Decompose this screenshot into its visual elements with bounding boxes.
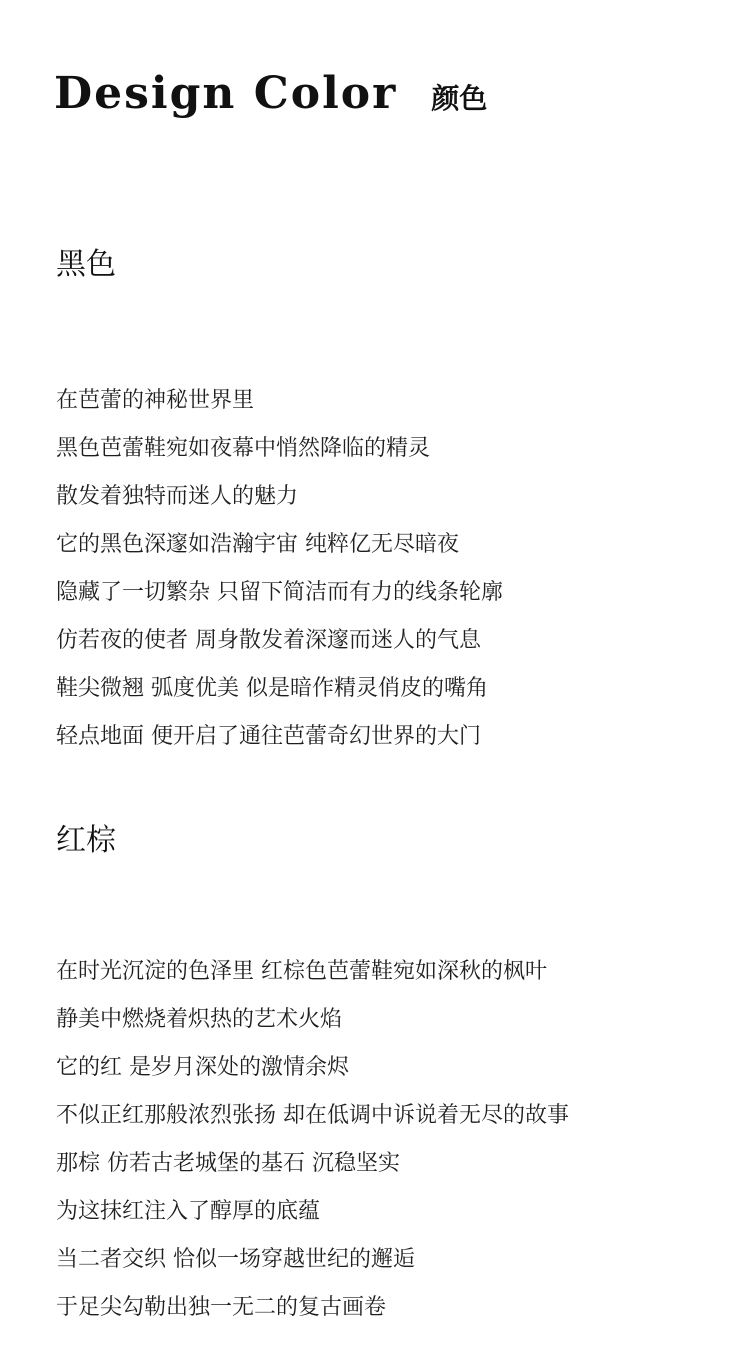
text-line: 轻点地面 便开启了通往芭蕾奇幻世界的大门 (56, 724, 481, 749)
text-line: 在时光沉淀的色泽里 红棕色芭蕾鞋宛如深秋的枫叶 (56, 959, 547, 984)
text-line: 它的黑色深邃如浩瀚宇宙 纯粹亿无尽暗夜 (56, 532, 459, 557)
section-black-text (56, 377, 716, 761)
text-line: 仿若夜的使者 周身散发着深邃而迷人的气息 (56, 628, 481, 653)
text-line: 鞋尖微翘 弧度优美 似是暗作精灵俏皮的嘴角 (56, 676, 488, 701)
section-heading-black: 黑色 (56, 247, 116, 282)
text-line: 静美中燃烧着炽热的艺术火焰 (56, 1007, 343, 1032)
page-title-english: Design Color (54, 68, 398, 119)
text-line: 为这抹红注入了醇厚的底蕴 (56, 1199, 321, 1224)
text-line: 在芭蕾的神秘世界里 (56, 388, 255, 413)
text-line: 于足尖勾勒出独一无二的复古画卷 (56, 1295, 387, 1320)
text-line: 散发着独特而迷人的魅力 (56, 484, 299, 509)
section-black (56, 245, 716, 761)
page-title-chinese: 颜色 (431, 82, 488, 115)
text-line: 不似正红那般浓烈张扬 却在低调中诉说着无尽的故事 (56, 1103, 569, 1128)
section-red-brown (56, 821, 716, 1332)
text-line: 当二者交织 恰似一场穿越世纪的邂逅 (56, 1247, 415, 1272)
page-header (54, 66, 487, 122)
text-line: 那棕 仿若古老城堡的基石 沉稳坚实 (56, 1151, 400, 1176)
section-red-brown-text (56, 948, 716, 1332)
text-line: 黑色芭蕾鞋宛如夜幕中悄然降临的精灵 (56, 436, 431, 461)
text-line: 它的红 是岁月深处的激情余烬 (56, 1055, 349, 1080)
text-line: 隐藏了一切繁杂 只留下简洁而有力的线条轮廓 (56, 580, 503, 605)
section-heading-red-brown: 红棕 (56, 823, 116, 858)
